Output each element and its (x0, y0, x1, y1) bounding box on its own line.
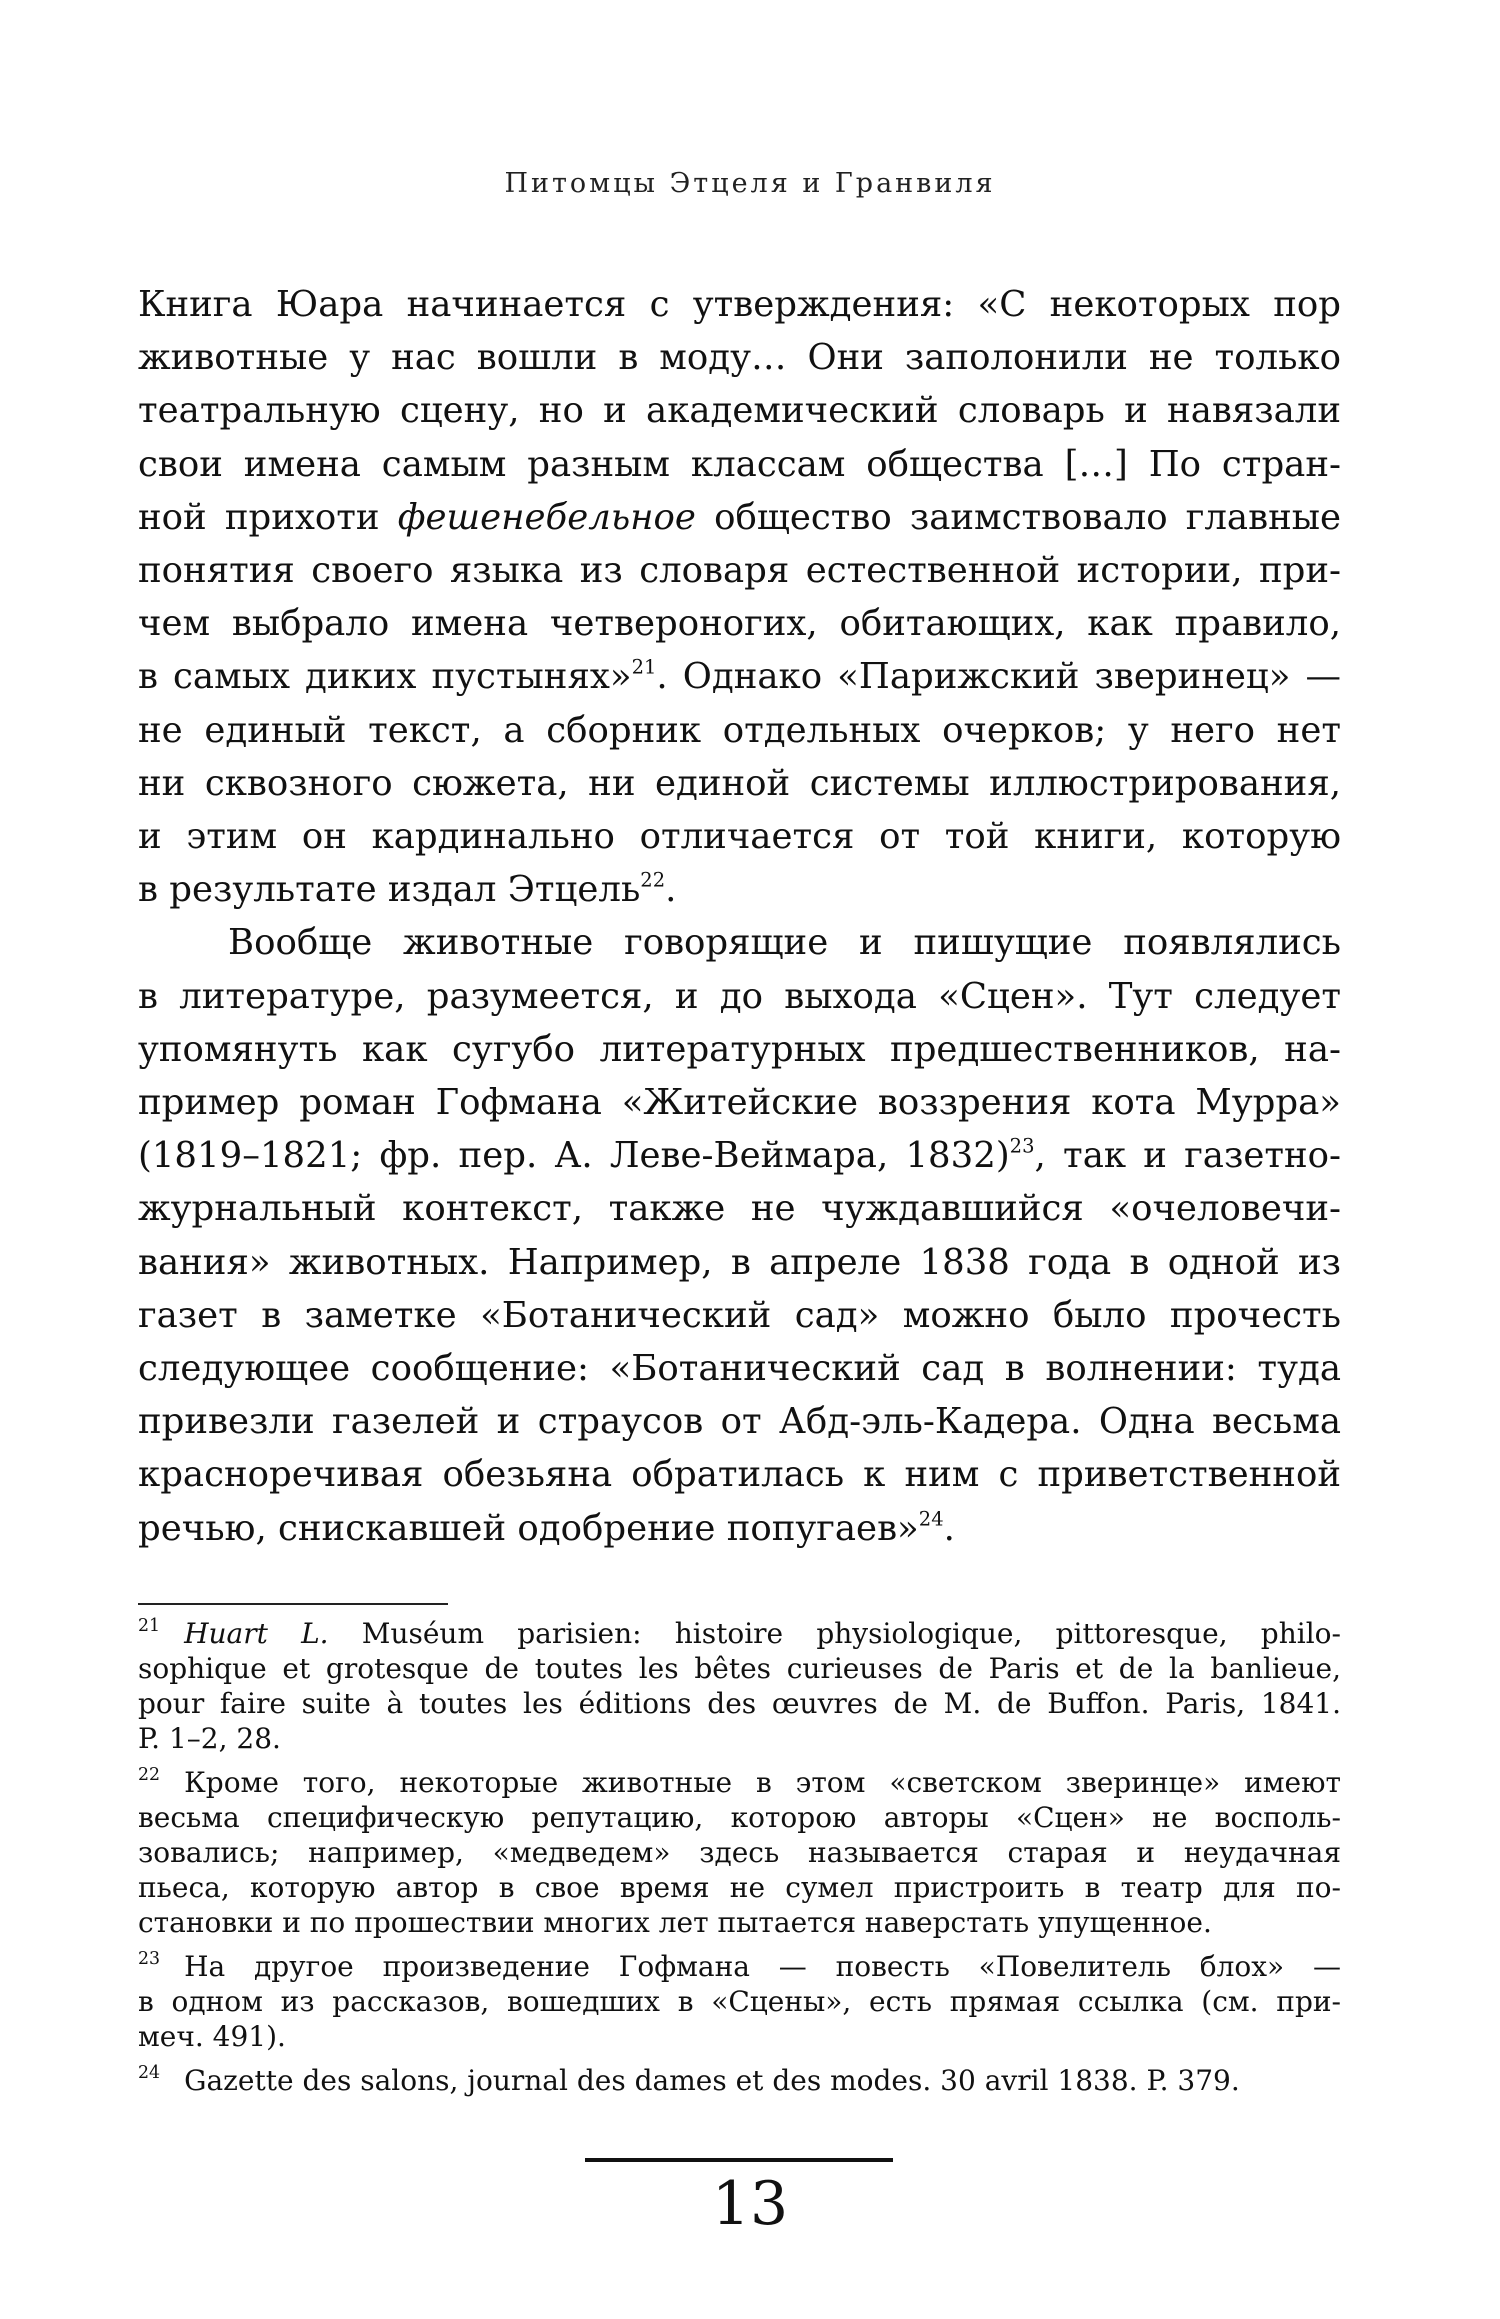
footnote-author: Huart L. (184, 1617, 329, 1650)
text-line: понятия своего языка из словаря естественной истории, при- (138, 550, 1341, 592)
text-line (138, 1129, 1341, 1182)
text-line: ни сквозного сюжета, ни единой системы иллюстрирования, (138, 762, 1341, 804)
footnote-number: 23 (138, 1948, 161, 1969)
text-line: театральную сцену, но и академический словарь и навязали (138, 390, 1341, 432)
footnote-ref-22[interactable]: 22 (640, 868, 666, 892)
text-line: животные у нас вошли в моду… Они заполонили не только (138, 337, 1341, 379)
footnote-line: в одном из рассказов, вошедших в «Сцены», есть прямая ссылка (см. при- (138, 1985, 1341, 2018)
text-line: журнальный контекст, также не чуждавшийся «очеловечи- (138, 1188, 1341, 1230)
text-segment: в результате издал Этцель (138, 869, 641, 911)
text-segment: . (943, 1507, 955, 1549)
text-line (138, 863, 1341, 916)
text-segment: Gazette des salons, journal des dames et des modes. 30 avril 1838. P. 379. (184, 2064, 1240, 2097)
footnote-line (138, 1765, 1341, 1800)
text-segment: в самых диких пустынях» (138, 656, 632, 698)
text-line: пример роман Гофмана «Житейские воззрения кота Мурра» (138, 1082, 1341, 1124)
footnote-ref-23[interactable]: 23 (1009, 1134, 1035, 1158)
text-segment: ной прихоти (138, 496, 398, 538)
footnote-number: 22 (138, 1764, 161, 1785)
text-line: красноречивая обезьяна обратилась к ним с приветственной (138, 1454, 1341, 1496)
footnote-24 (138, 2063, 1341, 2098)
footnote-divider (138, 1603, 448, 1605)
text-line: свои имена самым разным классам общества […] По стран- (138, 443, 1341, 485)
text-line: и этим он кардинально отличается от той книги, которую (138, 816, 1341, 858)
running-head: Питомцы Этцеля и Гранвиля (504, 168, 996, 199)
text-segment: (1819–1821; фр. пер. А. Леве-Веймара, 1832) (138, 1135, 1010, 1177)
text-segment: , так и газетно- (1034, 1135, 1342, 1177)
text-segment: Muséum parisien: histoire physiologique, pittoresque, philo- (328, 1617, 1341, 1650)
paragraph-2 (138, 916, 1341, 1554)
page-number-rule (585, 2158, 893, 2162)
text-line (138, 650, 1341, 703)
text-line: привезли газелей и страусов от Абд-эль-Кадера. Одна весьма (138, 1401, 1341, 1443)
footnote-ref-24[interactable]: 24 (918, 1507, 944, 1531)
footnote-22 (138, 1765, 1341, 1940)
text-line: не единый текст, а сборник отдельных очерков; у него нет (138, 709, 1341, 751)
text-line: газет в заметке «Ботанический сад» можно было прочесть (138, 1294, 1341, 1336)
footnote-line: весьма специфическую репутацию, которою авторы «Сцен» не восполь- (138, 1801, 1341, 1834)
text-segment: На другое произведение Гофмана — повесть «Повелитель блох» — (184, 1950, 1341, 1983)
text-line: следующее сообщение: «Ботанический сад в волнении: туда (138, 1348, 1341, 1390)
text-segment: . (665, 869, 677, 911)
footnote-line: зовались; например, «медведем» здесь называется старая и неудачная (138, 1836, 1341, 1869)
footnote-line: пьеса, которую автор в свое время не сумел пристроить в театр для по- (138, 1871, 1341, 1904)
footnote-ref-21[interactable]: 21 (631, 655, 657, 679)
italic-term: фешенебельное (397, 496, 696, 538)
text-line: упомянуть как сугубо литературных предшественников, на- (138, 1028, 1341, 1070)
footnotes (138, 1616, 1341, 2107)
text-line (138, 1502, 1341, 1555)
text-line: чем выбрало имена четвероногих, обитающих, как правило, (138, 603, 1341, 645)
footnote-number: 21 (138, 1615, 161, 1636)
text-line (138, 491, 1341, 544)
text-line: вания» животных. Например, в апреле 1838 года в одной из (138, 1241, 1341, 1283)
footnote-line (138, 2063, 1341, 2098)
footnote-line (138, 1616, 1341, 1651)
footnote-line (138, 1949, 1341, 1984)
text-line: в литературе, разумеется, и до выхода «Сцен». Тут следует (138, 975, 1341, 1017)
text-segment: Кроме того, некоторые животные в этом «светском зверинце» имеют (184, 1766, 1341, 1799)
footnote-line: sophique et grotesque de toutes les bêtes curieuses de Paris et de la banlieue, (138, 1652, 1341, 1685)
footnote-23 (138, 1949, 1341, 2054)
footnote-line: меч. 491). (138, 2020, 286, 2053)
footnote-line: становки и по прошествии многих лет пытается наверстать упущенное. (138, 1906, 1212, 1939)
text-line: Книга Юара начинается с утверждения: «С некоторых пор (138, 284, 1341, 325)
footnote-21 (138, 1616, 1341, 1756)
main-text (138, 278, 1341, 1555)
footnote-number: 24 (138, 2062, 161, 2083)
text-line: Вообще животные говорящие и пишущие появлялись (228, 922, 1341, 964)
text-segment: . Однако «Парижский зверинец» — (656, 656, 1341, 698)
page-number: 13 (711, 2169, 789, 2239)
footnote-line: P. 1–2, 28. (138, 1722, 281, 1755)
text-segment: речью, снискавшей одобрение попугаев» (138, 1507, 919, 1549)
footnote-line: pour faire suite à toutes les éditions des œuvres de M. de Buffon. Paris, 1841. (138, 1687, 1341, 1720)
paragraph-1 (138, 278, 1341, 916)
text-segment: общество заимствовало главные (695, 496, 1341, 538)
